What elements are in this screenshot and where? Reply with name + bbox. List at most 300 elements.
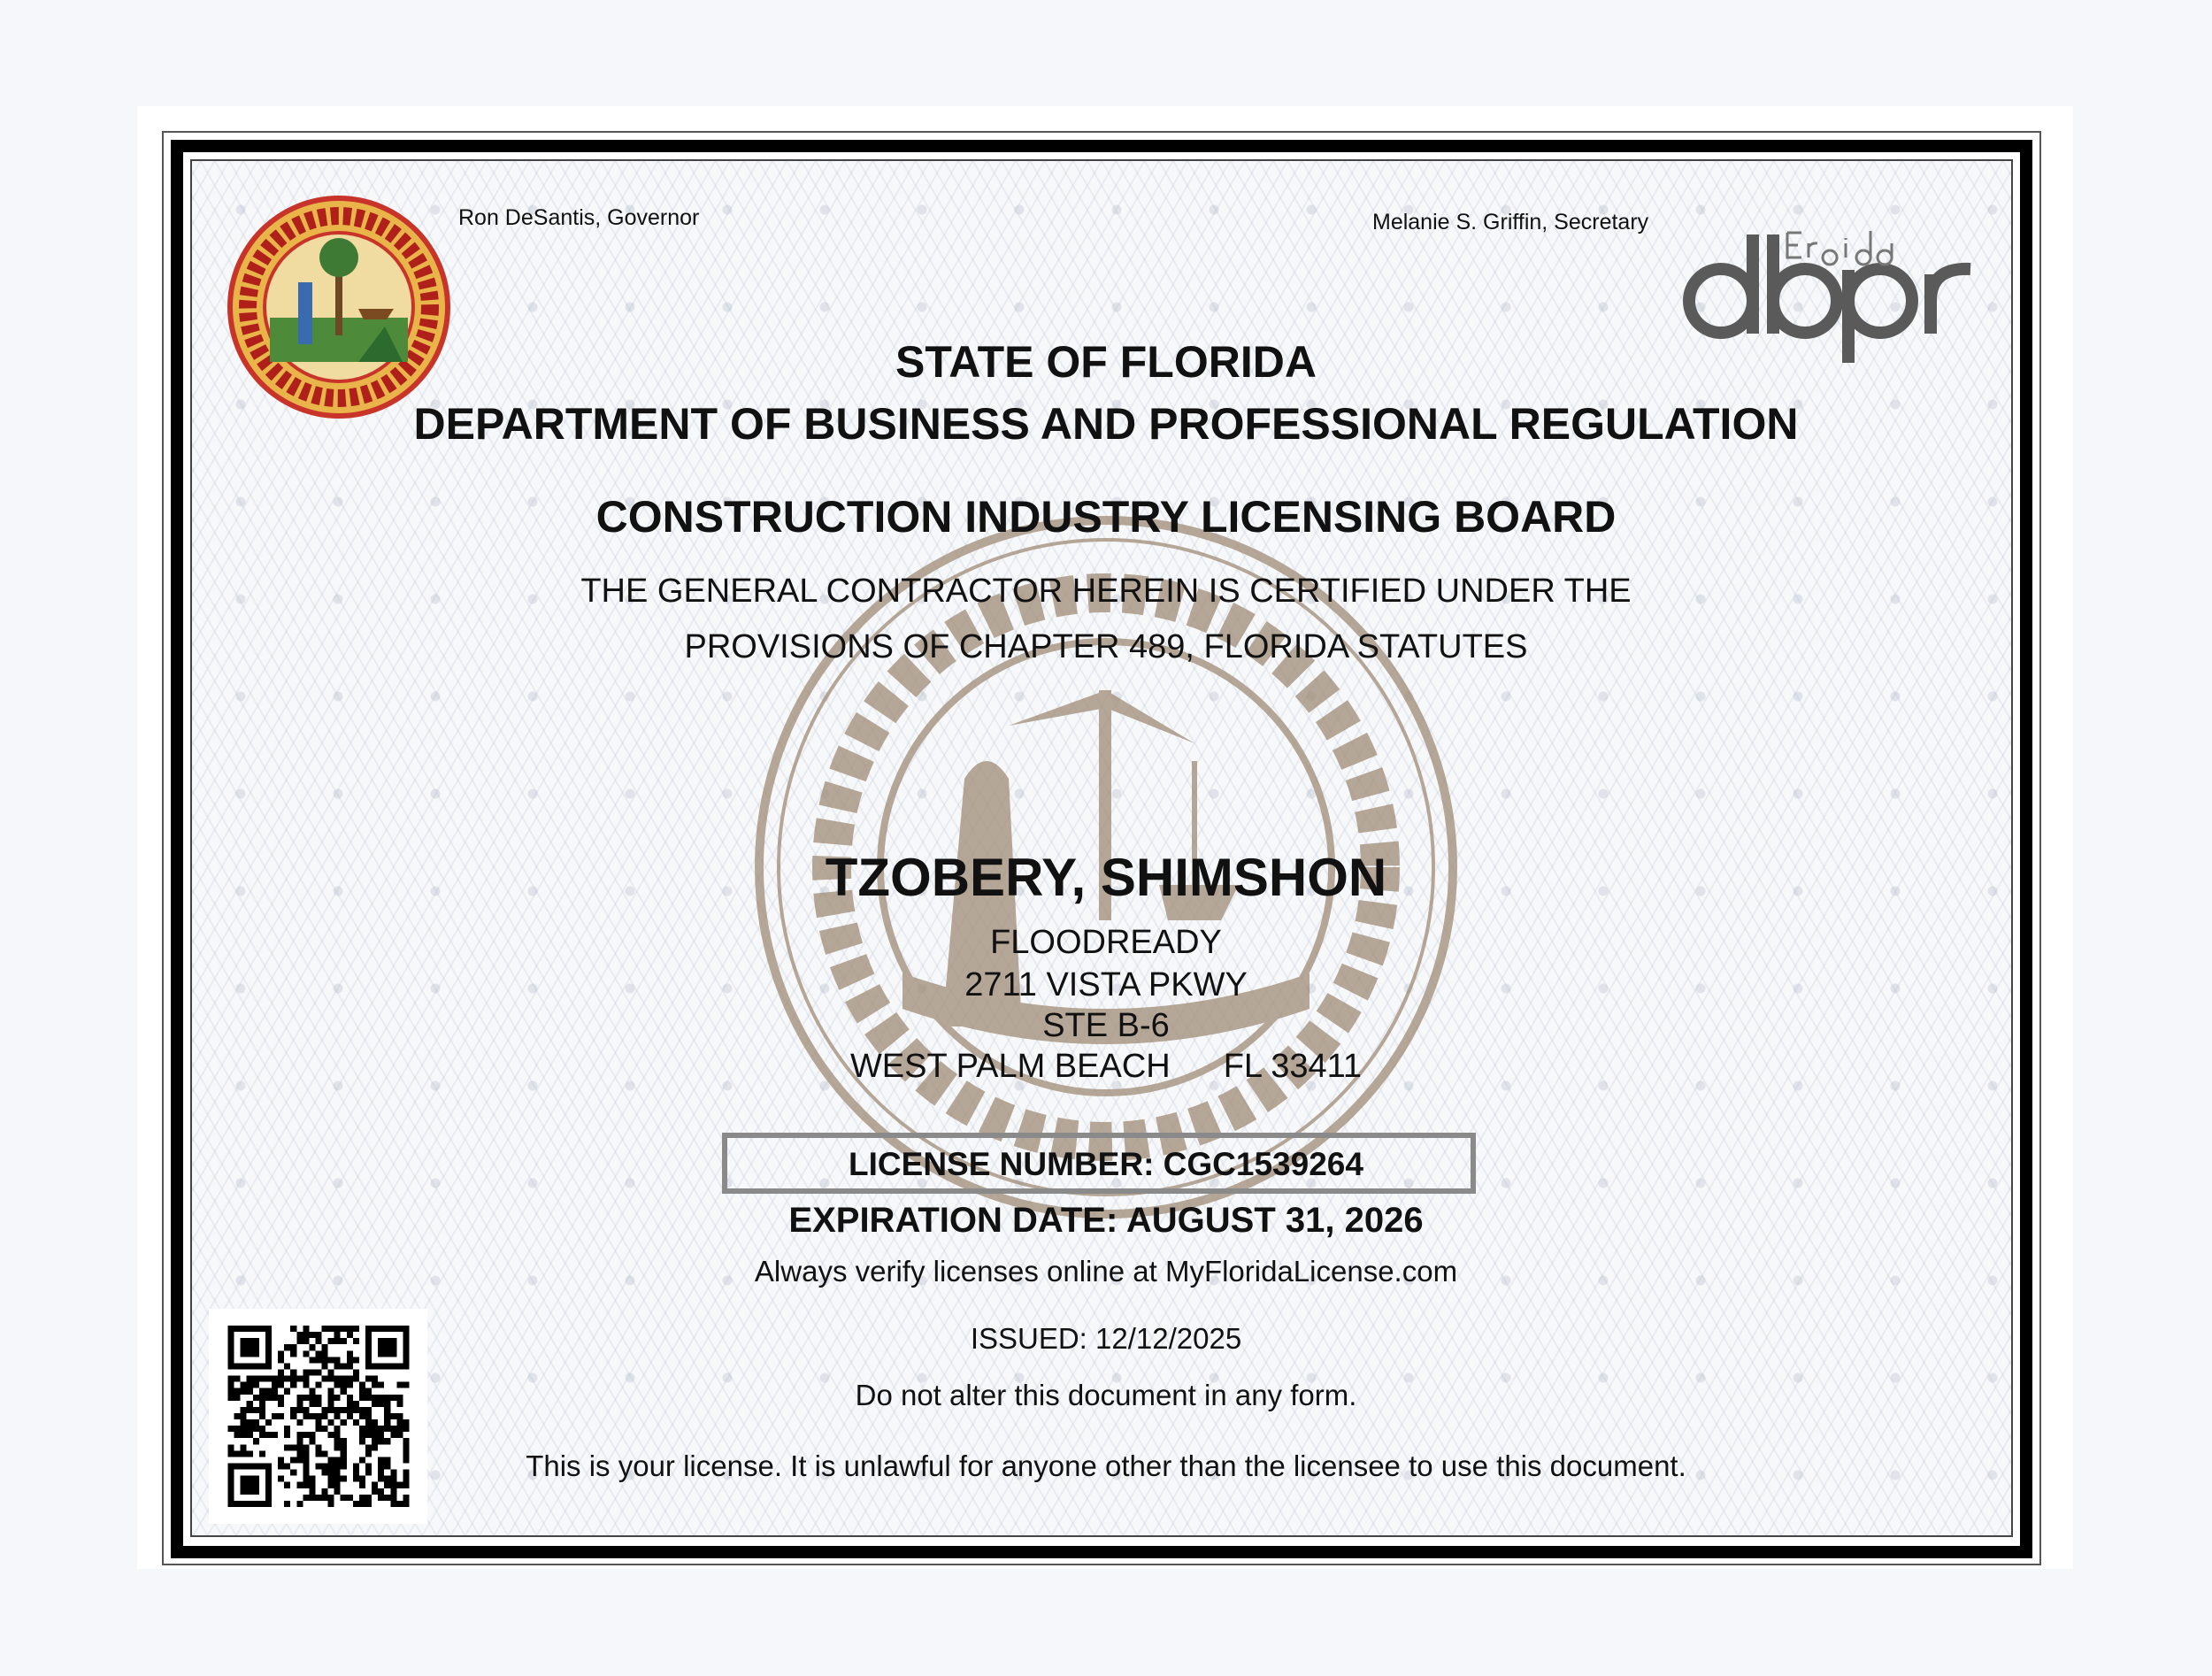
qr-module: [253, 1363, 259, 1369]
qr-module: [365, 1350, 372, 1357]
qr-module: [278, 1476, 284, 1482]
qr-module: [259, 1432, 265, 1438]
qr-module: [303, 1369, 309, 1375]
qr-module: [390, 1501, 396, 1507]
qr-module: [390, 1495, 396, 1501]
qr-module: [328, 1470, 334, 1476]
qr-module: [241, 1476, 247, 1482]
qr-module: [403, 1350, 409, 1357]
qr-module: [228, 1332, 234, 1338]
qr-module: [390, 1395, 396, 1401]
qr-module: [359, 1476, 365, 1482]
qr-module: [396, 1413, 403, 1419]
qr-module: [365, 1444, 372, 1450]
qr-module: [296, 1482, 303, 1488]
qr-module: [309, 1495, 315, 1501]
city-state-zip: [0, 1046, 2212, 1087]
address-line-1: 2711 VISTA PKWY: [964, 966, 1248, 1003]
qr-module: [384, 1419, 390, 1426]
qr-module: [365, 1407, 372, 1413]
qr-module: [284, 1426, 290, 1432]
qr-module: [328, 1395, 334, 1401]
qr-module: [228, 1501, 234, 1507]
qr-module: [328, 1432, 334, 1438]
qr-module: [241, 1419, 247, 1426]
qr-module: [247, 1450, 253, 1457]
qr-module: [384, 1401, 390, 1407]
qr-module: [234, 1501, 241, 1507]
qr-module: [341, 1495, 347, 1501]
qr-module: [265, 1470, 272, 1476]
qr-module: [359, 1407, 365, 1413]
qr-module: [265, 1344, 272, 1350]
qr-module: [334, 1464, 341, 1470]
qr-module: [328, 1326, 334, 1332]
qr-module: [309, 1482, 315, 1488]
qr-module: [365, 1357, 372, 1363]
qr-module: [359, 1482, 365, 1488]
qr-module: [265, 1357, 272, 1363]
qr-module: [247, 1376, 253, 1382]
qr-module: [296, 1450, 303, 1457]
qr-module: [396, 1501, 403, 1507]
qr-module: [296, 1376, 303, 1382]
qr-module: [390, 1344, 396, 1350]
qr-module: [296, 1501, 303, 1507]
qr-module: [334, 1438, 341, 1444]
qr-module: [347, 1382, 353, 1388]
qr-module: [396, 1382, 403, 1388]
qr-module: [322, 1376, 328, 1382]
qr-module: [341, 1457, 347, 1463]
qr-module: [384, 1482, 390, 1488]
qr-module: [322, 1470, 328, 1476]
qr-module: [228, 1388, 234, 1395]
qr-module: [303, 1450, 309, 1457]
qr-module: [315, 1332, 321, 1338]
qr-module: [328, 1457, 334, 1463]
qr-module: [296, 1419, 303, 1426]
qr-module: [384, 1338, 390, 1344]
qr-module: [303, 1338, 309, 1344]
qr-module: [265, 1388, 272, 1395]
qr-module: [290, 1376, 296, 1382]
qr-module: [247, 1401, 253, 1407]
qr-module: [390, 1326, 396, 1332]
qr-module: [365, 1344, 372, 1350]
qr-module: [228, 1488, 234, 1495]
qr-module: [353, 1407, 359, 1413]
qr-module: [278, 1382, 284, 1388]
qr-module: [384, 1350, 390, 1357]
qr-module: [265, 1476, 272, 1482]
qr-module: [359, 1426, 365, 1432]
qr-module: [247, 1344, 253, 1350]
qr-module: [228, 1350, 234, 1357]
qr-module: [334, 1363, 341, 1369]
qr-module: [241, 1363, 247, 1369]
qr-module: [303, 1495, 309, 1501]
qr-module: [334, 1338, 341, 1344]
qr-module: [303, 1464, 309, 1470]
qr-module: [303, 1444, 309, 1450]
qr-module: [228, 1376, 234, 1382]
qr-module: [328, 1401, 334, 1407]
qr-module: [359, 1382, 365, 1388]
governor-name: Ron DeSantis, Governor: [458, 205, 700, 230]
qr-module: [241, 1407, 247, 1413]
qr-module: [272, 1388, 278, 1395]
qr-module: [334, 1482, 341, 1488]
qr-module: [228, 1476, 234, 1482]
qr-module: [365, 1495, 372, 1501]
qr-module: [384, 1326, 390, 1332]
qr-module: [347, 1357, 353, 1363]
qr-module: [303, 1350, 309, 1357]
qr-module: [234, 1450, 241, 1457]
qr-module: [384, 1413, 390, 1419]
qr-module: [365, 1413, 372, 1419]
qr-module: [396, 1395, 403, 1401]
qr-module: [284, 1482, 290, 1488]
qr-module: [396, 1426, 403, 1432]
qr-module: [303, 1376, 309, 1382]
qr-module: [309, 1369, 315, 1375]
qr-module: [365, 1432, 372, 1438]
qr-module: [315, 1450, 321, 1457]
qr-module: [278, 1413, 284, 1419]
qr-module: [403, 1426, 409, 1432]
qr-module: [378, 1464, 384, 1470]
qr-module: [403, 1495, 409, 1501]
qr-module: [259, 1501, 265, 1507]
expiration-date: EXPIRATION DATE: AUGUST 31, 2026: [788, 1201, 1424, 1240]
qr-module: [359, 1457, 365, 1463]
qr-module: [403, 1344, 409, 1350]
qr-module: [315, 1357, 321, 1363]
qr-module: [378, 1426, 384, 1432]
qr-module: [334, 1326, 341, 1332]
qr-module: [315, 1444, 321, 1450]
qr-module: [253, 1476, 259, 1482]
qr-module: [403, 1357, 409, 1363]
qr-module: [259, 1450, 265, 1457]
qr-module: [259, 1363, 265, 1369]
qr-module: [315, 1382, 321, 1388]
qr-module: [396, 1432, 403, 1438]
qr-module: [253, 1326, 259, 1332]
qr-module: [378, 1401, 384, 1407]
qr-module: [353, 1338, 359, 1344]
qr-module: [347, 1407, 353, 1413]
qr-module: [322, 1495, 328, 1501]
qr-module: [309, 1438, 315, 1444]
qr-module: [341, 1450, 347, 1457]
certified-line-1: THE GENERAL CONTRACTOR HEREIN IS CERTIFIED UNDER THE: [580, 573, 1632, 610]
qr-module: [353, 1501, 359, 1507]
qr-module: [322, 1407, 328, 1413]
qr-module: [347, 1401, 353, 1407]
qr-module: [303, 1395, 309, 1401]
city: WEST PALM BEACH: [849, 1048, 1171, 1085]
qr-module: [334, 1444, 341, 1450]
qr-module: [278, 1401, 284, 1407]
licensee-name: TZOBERY, SHIMSHON: [825, 848, 1387, 907]
qr-module: [365, 1419, 372, 1426]
qr-module: [265, 1419, 272, 1426]
qr-module: [303, 1332, 309, 1338]
board-title: CONSTRUCTION INDUSTRY LICENSING BOARD: [595, 492, 1617, 542]
qr-module: [396, 1419, 403, 1426]
qr-module: [359, 1501, 365, 1507]
qr-module: [353, 1470, 359, 1476]
qr-module: [241, 1426, 247, 1432]
qr-module: [353, 1369, 359, 1375]
qr-module: [384, 1476, 390, 1482]
unlawful-notice: This is your license. It is unlawful for anyone other than the licensee to use this document.: [526, 1449, 1686, 1482]
qr-module: [384, 1344, 390, 1350]
qr-module: [278, 1350, 284, 1357]
qr-module: [290, 1344, 296, 1350]
qr-module: [328, 1482, 334, 1488]
license-number: LICENSE NUMBER: CGC1539264: [849, 1146, 1363, 1182]
secretary-name: Melanie S. Griffin, Secretary: [1372, 210, 1649, 234]
qr-module: [334, 1332, 341, 1338]
qr-module: [253, 1464, 259, 1470]
qr-module: [247, 1464, 253, 1470]
qr-module: [253, 1407, 259, 1413]
qr-module: [322, 1363, 328, 1369]
qr-module: [347, 1395, 353, 1401]
qr-module: [309, 1395, 315, 1401]
qr-module: [372, 1401, 378, 1407]
qr-module: [247, 1482, 253, 1488]
qr-module: [365, 1426, 372, 1432]
qr-module: [234, 1376, 241, 1382]
qr-module: [296, 1332, 303, 1338]
qr-module: [347, 1350, 353, 1357]
qr-module: [372, 1376, 378, 1382]
qr-module: [334, 1357, 341, 1363]
qr-module: [359, 1395, 365, 1401]
qr-module: [278, 1376, 284, 1382]
qr-module: [378, 1432, 384, 1438]
qr-module: [241, 1338, 247, 1344]
qr-module: [272, 1395, 278, 1401]
qr-module: [315, 1350, 321, 1357]
qr-module: [241, 1326, 247, 1332]
qr-module: [265, 1488, 272, 1495]
state-zip: FL 33411: [1223, 1048, 1363, 1085]
address-line-2: STE B-6: [1042, 1007, 1170, 1044]
qr-module: [390, 1470, 396, 1476]
certified-line-2: PROVISIONS OF CHAPTER 489, FLORIDA STATUTES: [684, 628, 1528, 665]
qr-module: [365, 1501, 372, 1507]
qr-module: [334, 1413, 341, 1419]
qr-module: [334, 1426, 341, 1432]
qr-module: [372, 1432, 378, 1438]
qr-module: [228, 1444, 234, 1450]
qr-module: [247, 1432, 253, 1438]
qr-module: [303, 1413, 309, 1419]
qr-module: [241, 1464, 247, 1470]
qr-module: [290, 1413, 296, 1419]
qr-module: [303, 1382, 309, 1388]
qr-module: [365, 1326, 372, 1332]
qr-module: [241, 1501, 247, 1507]
qr-module: [322, 1344, 328, 1350]
qr-module: [372, 1326, 378, 1332]
qr-module: [247, 1363, 253, 1369]
qr-module: [353, 1326, 359, 1332]
qr-module: [328, 1419, 334, 1426]
qr-module: [384, 1395, 390, 1401]
qr-module: [378, 1488, 384, 1495]
qr-module: [347, 1413, 353, 1419]
qr-module: [265, 1332, 272, 1338]
qr-module: [296, 1457, 303, 1463]
qr-module: [296, 1395, 303, 1401]
qr-module: [253, 1395, 259, 1401]
qr-module: [328, 1357, 334, 1363]
qr-module: [284, 1344, 290, 1350]
qr-module: [390, 1476, 396, 1482]
qr-module: [265, 1432, 272, 1438]
qr-module: [328, 1369, 334, 1375]
qr-module: [278, 1464, 284, 1470]
no-alter-notice: Do not alter this document in any form.: [855, 1379, 1357, 1411]
qr-module: [341, 1438, 347, 1444]
qr-module: [334, 1432, 341, 1438]
qr-module: [403, 1457, 409, 1463]
qr-module: [309, 1332, 315, 1338]
qr-module: [265, 1338, 272, 1344]
verify-notice: Always verify licenses online at MyFloridaLicense.com: [754, 1255, 1458, 1288]
qr-module: [353, 1464, 359, 1470]
qr-module: [228, 1482, 234, 1488]
qr-module: [328, 1476, 334, 1482]
qr-module: [334, 1470, 341, 1476]
qr-module: [253, 1350, 259, 1357]
qr-module: [272, 1382, 278, 1388]
qr-module: [334, 1407, 341, 1413]
qr-module: [247, 1488, 253, 1495]
qr-module: [328, 1338, 334, 1344]
qr-module: [315, 1369, 321, 1375]
qr-module: [290, 1470, 296, 1476]
qr-module: [378, 1350, 384, 1357]
qr-module: [259, 1326, 265, 1332]
qr-module: [259, 1407, 265, 1413]
qr-module: [372, 1426, 378, 1432]
qr-module: [384, 1438, 390, 1444]
qr-code-icon[interactable]: [226, 1326, 411, 1507]
qr-module: [315, 1395, 321, 1401]
qr-module: [234, 1388, 241, 1395]
state-title: STATE OF FLORIDA: [895, 337, 1317, 387]
qr-module: [241, 1450, 247, 1457]
qr-module: [365, 1388, 372, 1395]
qr-module: [372, 1488, 378, 1495]
qr-module: [390, 1363, 396, 1369]
qr-module: [315, 1338, 321, 1344]
qr-module: [365, 1363, 372, 1369]
qr-module: [234, 1413, 241, 1419]
qr-module: [359, 1388, 365, 1395]
qr-module: [228, 1450, 234, 1457]
qr-module: [341, 1464, 347, 1470]
qr-module: [328, 1407, 334, 1413]
qr-module: [309, 1357, 315, 1363]
qr-module: [309, 1344, 315, 1350]
qr-module: [403, 1470, 409, 1476]
qr-module: [265, 1376, 272, 1382]
qr-module: [309, 1401, 315, 1407]
qr-module: [390, 1488, 396, 1495]
qr-module: [353, 1357, 359, 1363]
department-title: DEPARTMENT OF BUSINESS AND PROFESSIONAL REGULATION: [413, 399, 1799, 449]
qr-module: [347, 1495, 353, 1501]
qr-module: [365, 1450, 372, 1457]
qr-module: [228, 1344, 234, 1350]
qr-module: [241, 1344, 247, 1350]
qr-module: [315, 1401, 321, 1407]
qr-module: [378, 1382, 384, 1388]
qr-module: [241, 1488, 247, 1495]
qr-module: [403, 1338, 409, 1344]
qr-module: [259, 1401, 265, 1407]
qr-module: [278, 1369, 284, 1375]
qr-module: [347, 1332, 353, 1338]
qr-module: [390, 1482, 396, 1488]
qr-module: [315, 1426, 321, 1432]
qr-module: [396, 1363, 403, 1369]
qr-module: [253, 1344, 259, 1350]
qr-module: [259, 1388, 265, 1395]
qr-module: [390, 1426, 396, 1432]
qr-module: [290, 1457, 296, 1463]
qr-module: [241, 1432, 247, 1438]
qr-module: [384, 1495, 390, 1501]
qr-module: [328, 1495, 334, 1501]
qr-module: [259, 1426, 265, 1432]
qr-module: [234, 1426, 241, 1432]
qr-module: [378, 1363, 384, 1369]
qr-module: [328, 1501, 334, 1507]
qr-module: [278, 1395, 284, 1401]
qr-module: [353, 1401, 359, 1407]
qr-module: [359, 1495, 365, 1501]
qr-module: [372, 1419, 378, 1426]
qr-module: [365, 1395, 372, 1401]
qr-module: [309, 1413, 315, 1419]
qr-module: [384, 1407, 390, 1413]
qr-module: [272, 1413, 278, 1419]
qr-module: [296, 1401, 303, 1407]
qr-module: [253, 1488, 259, 1495]
qr-module: [234, 1326, 241, 1332]
qr-module: [347, 1326, 353, 1332]
qr-module: [322, 1357, 328, 1363]
qr-module: [378, 1457, 384, 1463]
qr-module: [384, 1363, 390, 1369]
qr-module: [372, 1482, 378, 1488]
qr-module: [309, 1388, 315, 1395]
qr-module: [265, 1326, 272, 1332]
qr-module: [296, 1432, 303, 1438]
qr-module: [228, 1363, 234, 1369]
qr-module: [309, 1432, 315, 1438]
